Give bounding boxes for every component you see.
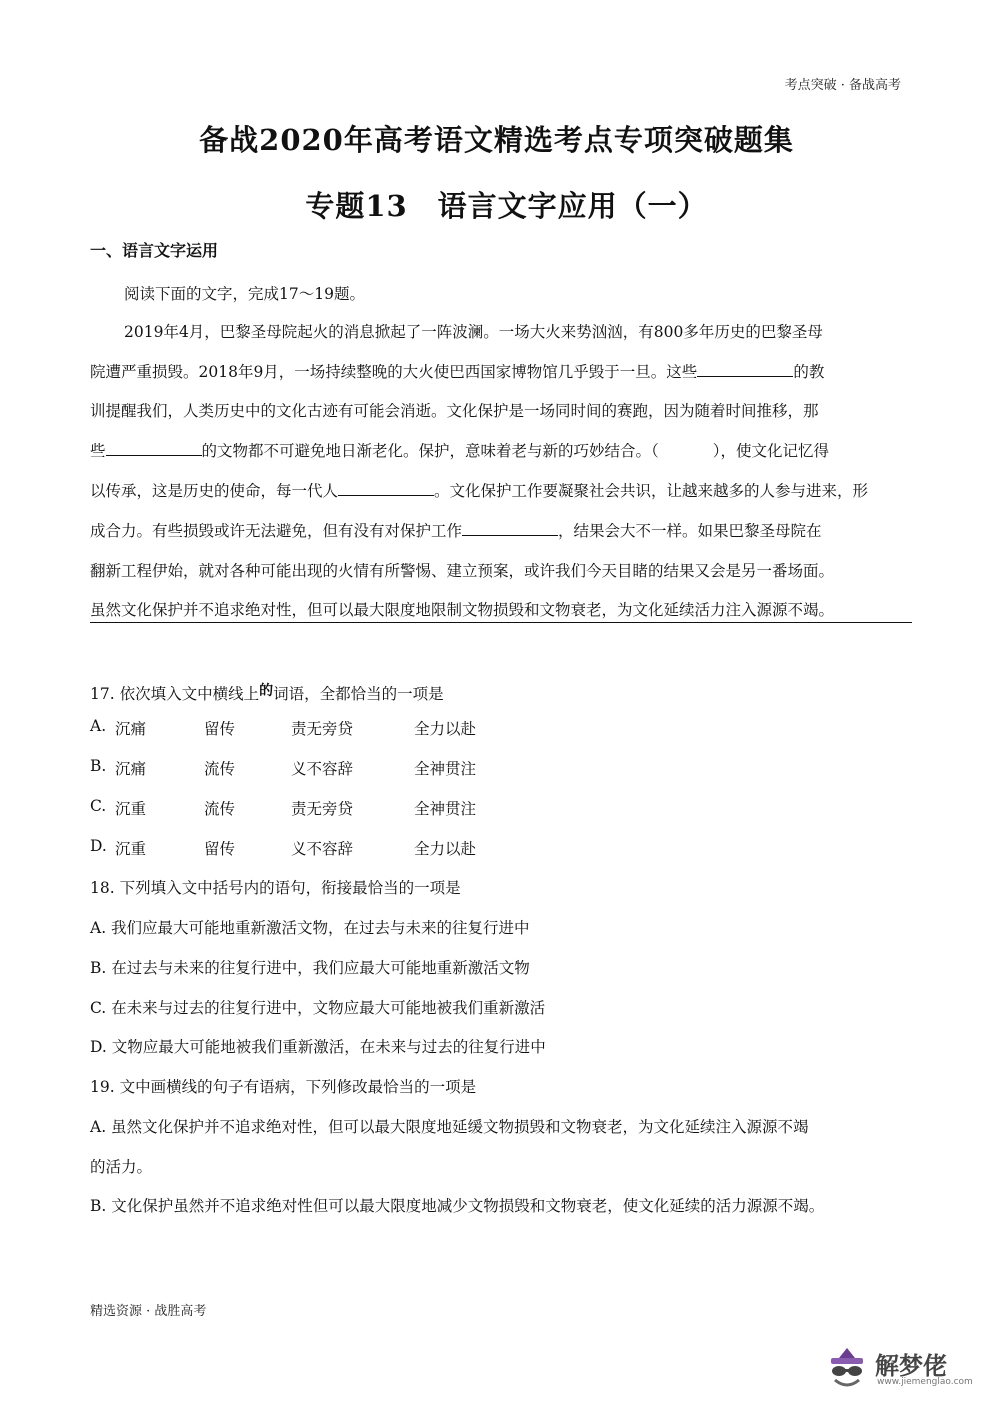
option-word-3: 义不容辞 bbox=[291, 760, 354, 778]
fill-blank-3 bbox=[338, 481, 434, 496]
passage-line-6 bbox=[90, 519, 822, 541]
passage-line-4-text-a: 些 bbox=[90, 442, 106, 460]
footer-left-text: 精选资源 · 战胜高考 bbox=[90, 1304, 207, 1319]
passage-line-4-text-c: ），使文化记忆得 bbox=[712, 442, 830, 460]
passage-line-5-text-b: 。文化保护工作要凝聚社会共识，让越来越多的人参与进来，形 bbox=[434, 482, 869, 500]
question-17-stem-a: 17. 依次填入文中横线上 bbox=[90, 685, 260, 703]
passage-line-5 bbox=[90, 479, 868, 501]
question-19-option-a-line-1: A. 虽然文化保护并不追求绝对性，但可以最大限度地延缓文物损毁和文物衰老，为文化延续注入源源不竭 bbox=[90, 1118, 809, 1136]
option-word-2: 流传 bbox=[204, 800, 236, 818]
option-word-1: 沉痛 bbox=[115, 720, 147, 738]
question-17-stem-de: 的 bbox=[259, 683, 274, 699]
question-19-option-b: B. 文化保护虽然并不追求绝对性但可以最大限度地减少文物损毁和文物衰老，使文化延续的活力源源不竭。 bbox=[90, 1197, 825, 1215]
option-word-3: 责无旁贷 bbox=[291, 720, 354, 738]
passage-line-7: 翻新工程伊始，就对各种可能出现的火情有所警惕、建立预案，或许我们今天目睹的结果又会是另一番场面。 bbox=[90, 562, 835, 580]
question-18-option-c: C. 在未来与过去的往复行进中，文物应最大可能地被我们重新激活 bbox=[90, 999, 546, 1017]
question-19-stem: 19. 文中画横线的句子有语病，下列修改最恰当的一项是 bbox=[90, 1078, 477, 1096]
passage-line-5-text-a: 以传承，这是历史的使命，每一代人 bbox=[90, 482, 339, 500]
document-title: 备战2020年高考语文精选考点专项突破题集 bbox=[199, 123, 794, 157]
question-18-option-a: A. 我们应最大可能地重新激活文物，在过去与未来的往复行进中 bbox=[90, 919, 530, 937]
passage-line-3: 训提醒我们，人类历史中的文化古迹有可能会消逝。文化保护是一场同时间的赛跑，因为随着时间推移，那 bbox=[90, 402, 819, 420]
fill-blank-1 bbox=[697, 362, 793, 377]
passage-line-6-text-a: 成合力。有些损毁或许无法避免，但有没有对保护工作 bbox=[90, 522, 463, 540]
logo-url: www.jiemenglao.com bbox=[877, 1377, 973, 1387]
option-word-3: 责无旁贷 bbox=[291, 800, 354, 818]
question-18-option-d: D. 文物应最大可能地被我们重新激活，在未来与过去的往复行进中 bbox=[90, 1038, 546, 1056]
question-17-stem bbox=[90, 680, 444, 704]
underlined-sentence: 虽然文化保护并不追求绝对性，但可以最大限度地限制文物损毁和文物衰老，为文化延续活力注入源源不竭。 bbox=[90, 598, 912, 623]
option-label: A. bbox=[90, 717, 107, 735]
question-18-stem: 18. 下列填入文中括号内的语句，衔接最恰当的一项是 bbox=[90, 879, 461, 897]
document-subtitle: 专题13 语言文字应用（一） bbox=[305, 189, 708, 223]
option-label: D. bbox=[90, 837, 107, 855]
option-word-4: 全神贯注 bbox=[414, 800, 477, 818]
option-word-3: 义不容辞 bbox=[291, 840, 354, 858]
option-word-1: 沉重 bbox=[115, 840, 147, 858]
option-word-1: 沉重 bbox=[115, 800, 147, 818]
question-18-option-b: B. 在过去与未来的往复行进中，我们应最大可能地重新激活文物 bbox=[90, 959, 530, 977]
question-17-option-c bbox=[90, 797, 590, 817]
passage-intro: 阅读下面的文字，完成17～19题。 bbox=[124, 285, 365, 303]
header-right-text: 考点突破 · 备战高考 bbox=[784, 78, 901, 93]
passage-line-2-text-a: 院遭严重损毁。2018年9月，一场持续整晚的大火使巴西国家博物馆几乎毁于一旦。这些 bbox=[90, 363, 698, 381]
option-word-2: 留传 bbox=[204, 840, 236, 858]
passage-line-2-text-b: 的教 bbox=[793, 363, 825, 381]
question-17-option-a bbox=[90, 717, 590, 737]
logo-text: 解梦佬 bbox=[875, 1352, 947, 1380]
option-word-4: 全力以赴 bbox=[414, 840, 477, 858]
passage-line-6-text-b: ，结果会大不一样。如果巴黎圣母院在 bbox=[558, 522, 822, 540]
option-word-2: 流传 bbox=[204, 760, 236, 778]
section-heading: 一、语言文字运用 bbox=[90, 241, 219, 260]
passage-line-8-underlined bbox=[90, 598, 912, 623]
passage-line-1: 2019年4月，巴黎圣母院起火的消息掀起了一阵波澜。一场大火来势汹汹，有800多年历史的巴黎圣母 bbox=[124, 323, 823, 341]
fill-blank-2 bbox=[106, 441, 202, 456]
question-17-option-b bbox=[90, 757, 590, 777]
question-19-option-a-line-2: 的活力。 bbox=[90, 1158, 153, 1176]
site-logo bbox=[823, 1344, 973, 1392]
option-label: C. bbox=[90, 797, 107, 815]
passage-line-4 bbox=[90, 439, 829, 461]
fill-blank-4 bbox=[462, 521, 558, 536]
mask-icon bbox=[823, 1344, 871, 1392]
passage-line-4-text-b: 的文物都不可避免地日渐老化。保护，意味着老与新的巧妙结合。（ bbox=[201, 442, 659, 460]
option-word-2: 留传 bbox=[204, 720, 236, 738]
option-label: B. bbox=[90, 757, 107, 775]
question-17-option-d bbox=[90, 837, 590, 857]
option-word-4: 全力以赴 bbox=[414, 720, 477, 738]
question-17-stem-b: 词语，全都恰当的一项是 bbox=[273, 685, 444, 703]
option-word-4: 全神贯注 bbox=[414, 760, 477, 778]
passage-line-2 bbox=[90, 360, 824, 382]
option-word-1: 沉痛 bbox=[115, 760, 147, 778]
